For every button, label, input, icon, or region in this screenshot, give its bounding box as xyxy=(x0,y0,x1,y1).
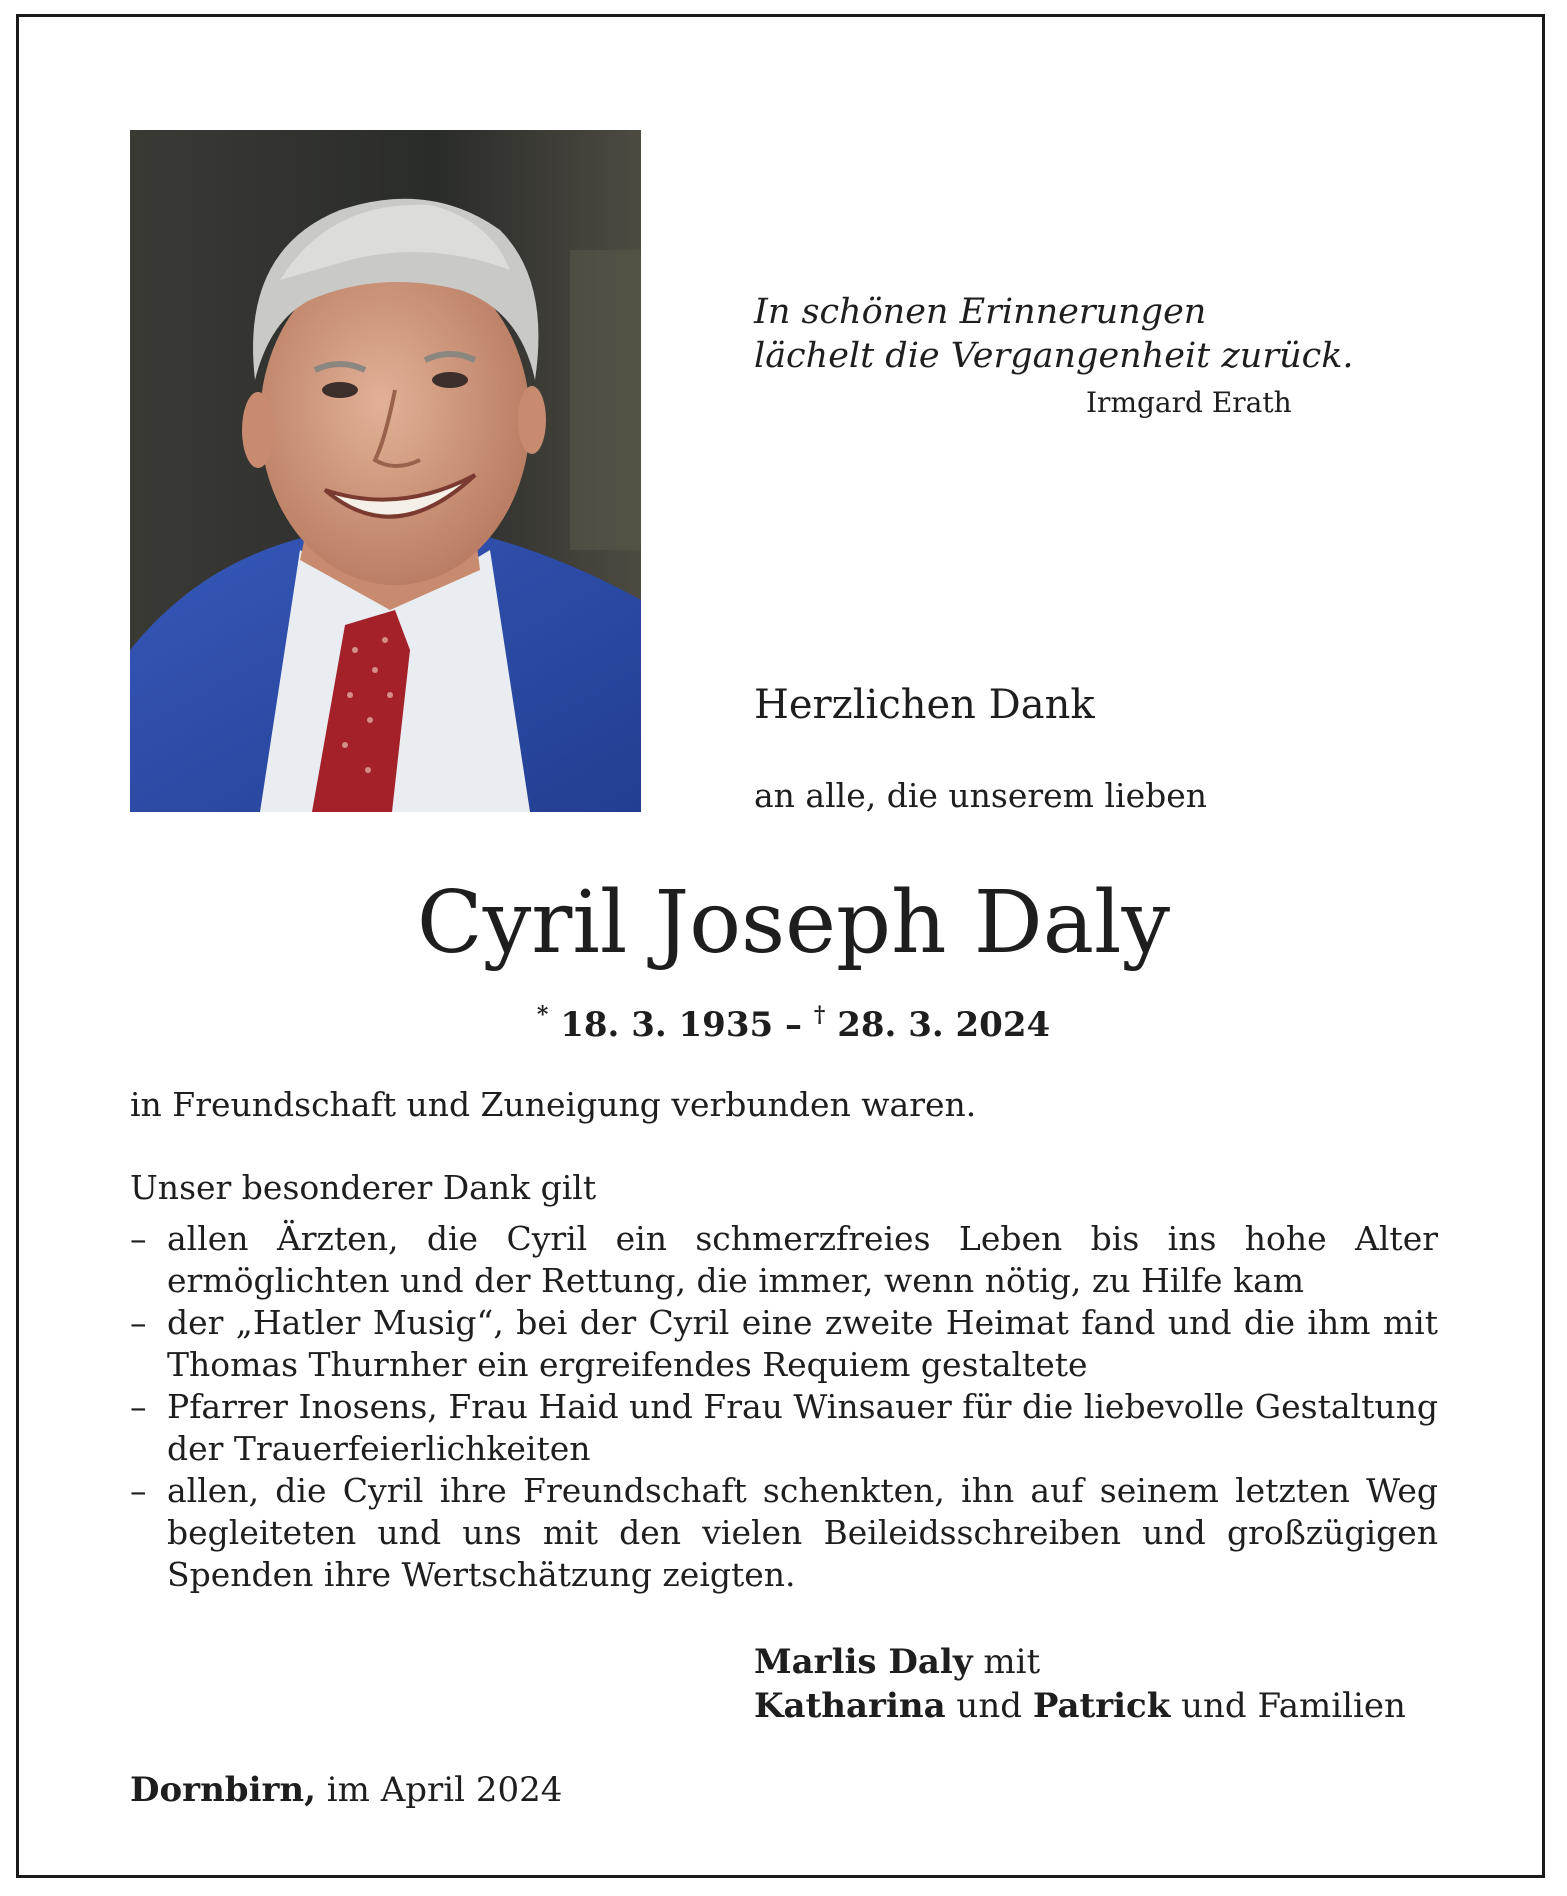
signature-line-2 xyxy=(754,1684,1406,1728)
list-item-text: allen Ärzten, die Cyril ein schmerzfreies Leben bis ins hohe Alter ermöglichten und der Rettung, die immer, wenn nötig, zu Hilfe kam xyxy=(167,1219,1438,1300)
connection-text: in Freundschaft und Zuneigung verbunden waren. xyxy=(130,1085,977,1124)
list-dash: – xyxy=(130,1471,147,1510)
list-item xyxy=(130,1218,1438,1302)
quote xyxy=(754,290,1354,378)
signer-name-3: Patrick xyxy=(1032,1686,1171,1726)
list-dash: – xyxy=(130,1303,147,1342)
date: im April 2024 xyxy=(315,1770,563,1810)
birth-date: 18. 3. 1935 xyxy=(560,1005,774,1045)
birth-mark: * xyxy=(536,1002,549,1028)
list-item-text: allen, die Cyril ihre Freundschaft schenkten, ihn auf seinem letzten Weg begleiteten und uns mit den vielen Beileidsschreiben und großzügigen Spenden ihre Wertschätzung zeigten. xyxy=(167,1471,1438,1594)
list-dash: – xyxy=(130,1387,147,1426)
list-item xyxy=(130,1386,1438,1470)
list-item xyxy=(130,1470,1438,1596)
signature-line-1 xyxy=(754,1640,1406,1684)
quote-line-1: In schönen Erinnerungen xyxy=(754,292,1207,332)
death-date: 28. 3. 2024 xyxy=(837,1005,1051,1045)
life-dates xyxy=(0,1002,1567,1045)
list-dash: – xyxy=(130,1219,147,1258)
list-item-text: Pfarrer Inosens, Frau Haid und Frau Winsauer für die liebevolle Gestaltung der Trauerfeierlichkeiten xyxy=(167,1387,1438,1468)
death-mark: † xyxy=(813,1002,826,1028)
list-item xyxy=(130,1302,1438,1386)
signature-und: und xyxy=(945,1686,1033,1726)
portrait-photo xyxy=(130,130,641,812)
signature xyxy=(754,1640,1406,1728)
signature-tail: und Familien xyxy=(1170,1686,1406,1726)
signer-name-1: Marlis Daly xyxy=(754,1642,973,1682)
thanks-list xyxy=(130,1218,1438,1596)
place-date xyxy=(130,1770,562,1810)
deceased-name: Cyril Joseph Daly xyxy=(416,873,1171,973)
place: Dornbirn, xyxy=(130,1770,316,1810)
special-thanks-intro: Unser besonderer Dank gilt xyxy=(130,1168,597,1207)
thanks-heading: Herzlichen Dank xyxy=(754,682,1095,728)
signer-name-2: Katharina xyxy=(754,1686,946,1726)
quote-line-2: lächelt die Vergangenheit zurück. xyxy=(754,336,1354,376)
list-item-text: der „Hatler Musig“, bei der Cyril eine zweite Heimat fand und die ihm mit Thomas Thurnher ein ergreifendes Requiem gestaltete xyxy=(167,1303,1438,1384)
quote-author: Irmgard Erath xyxy=(1086,386,1292,419)
date-separator: – xyxy=(773,1005,814,1045)
signature-mit: mit xyxy=(972,1642,1041,1682)
intro-text: an alle, die unserem lieben xyxy=(754,776,1208,815)
